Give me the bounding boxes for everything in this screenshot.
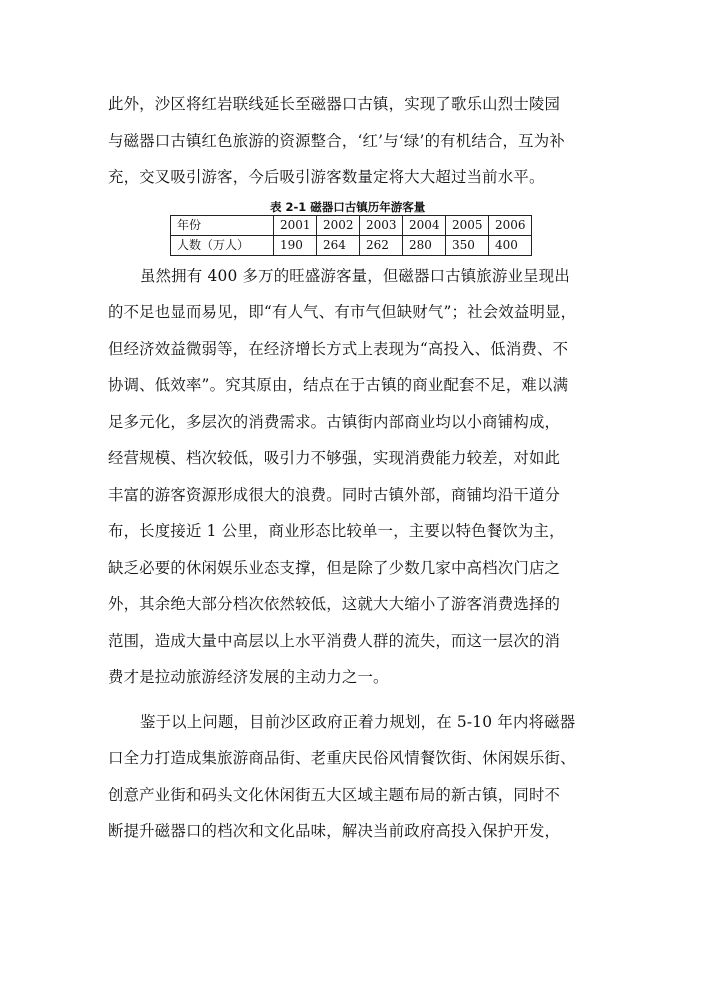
p2-line-11: 范围，造成大量中高层以上水平消费人群的流失，而这一层次的消 — [108, 632, 561, 650]
year-cell: 2003 — [360, 216, 403, 236]
visitor-cell: 350 — [446, 236, 489, 256]
p2-line-10: 外，其余绝大部分档次依然较低，这就大大缩小了游客消费选择的 — [108, 595, 561, 613]
p2-line-4: 协调、低效率”。究其原由，结点在于古镇的商业配套不足，难以满 — [108, 376, 569, 394]
p2-line-5: 足多元化，多层次的消费需求。古镇街内部商业均以小商铺构成， — [108, 413, 561, 431]
row-label-year: 年份 — [171, 216, 274, 236]
p2-line-1: 虽然拥有 400 多万的旺盛游客量，但磁器口古镇旅游业呈现出 — [140, 267, 570, 285]
year-cell: 2001 — [274, 216, 317, 236]
table-row-visitors — [171, 236, 532, 256]
row-label-visitors: 人数（万人） — [171, 236, 274, 256]
year-cell: 2002 — [317, 216, 360, 236]
year-cell: 2004 — [403, 216, 446, 236]
visitor-cell: 264 — [317, 236, 360, 256]
p2-line-3: 但经济效益微弱等，在经济增长方式上表现为“高投入、低消费、不 — [108, 340, 569, 358]
p2-line-12: 费才是拉动旅游经济发展的主动力之一。 — [108, 668, 389, 686]
p3-line-1: 鉴于以上问题，目前沙区政府正着力规划，在 5-10 年内将磁器 — [140, 713, 576, 731]
p2-line-2: 的不足也显而易见，即“有人气、有市气但缺财气”；社会效益明显， — [108, 303, 577, 321]
year-cell: 2006 — [489, 216, 532, 236]
visitor-cell: 280 — [403, 236, 446, 256]
p3-line-4: 断提升磁器口的档次和文化品味，解决当前政府高投入保护开发， — [108, 822, 561, 840]
year-cell: 2005 — [446, 216, 489, 236]
visitor-cell: 190 — [274, 236, 317, 256]
p1-line-2: 与磁器口古镇红色旅游的资源整合，‘红’与‘绿’的有机结合，互为补 — [108, 132, 565, 150]
p1-line-3: 充，交叉吸引游客，今后吸引游客数量定将大大超过当前水平。 — [108, 168, 545, 186]
p2-line-9: 缺乏必要的休闲娱乐业态支撑，但是除了少数几家中高档次门店之 — [108, 559, 561, 577]
visitor-cell: 262 — [360, 236, 403, 256]
p1-line-1: 此外，沙区将红岩联线延长至磁器口古镇，实现了歌乐山烈士陵园 — [108, 95, 561, 113]
p3-line-3: 创意产业街和码头文化休闲街五大区域主题布局的新古镇，同时不 — [108, 786, 561, 804]
p3-line-2: 口全力打造成集旅游商品街、老重庆民俗风情餐饮街、休闲娱乐街、 — [108, 749, 576, 767]
visitor-table — [170, 215, 532, 256]
table-caption: 表 2-1 磁器口古镇历年游客量 — [270, 200, 426, 214]
p2-line-8: 布，长度接近 1 公里，商业形态比较单一，主要以特色餐饮为主， — [108, 522, 565, 540]
table-row-years — [171, 216, 532, 236]
visitor-cell: 400 — [489, 236, 532, 256]
p2-line-7: 丰富的游客资源形成很大的浪费。同时古镇外部，商铺均沿干道分 — [108, 486, 561, 504]
p2-line-6: 经营规模、档次较低，吸引力不够强，实现消费能力较差，对如此 — [108, 449, 561, 467]
